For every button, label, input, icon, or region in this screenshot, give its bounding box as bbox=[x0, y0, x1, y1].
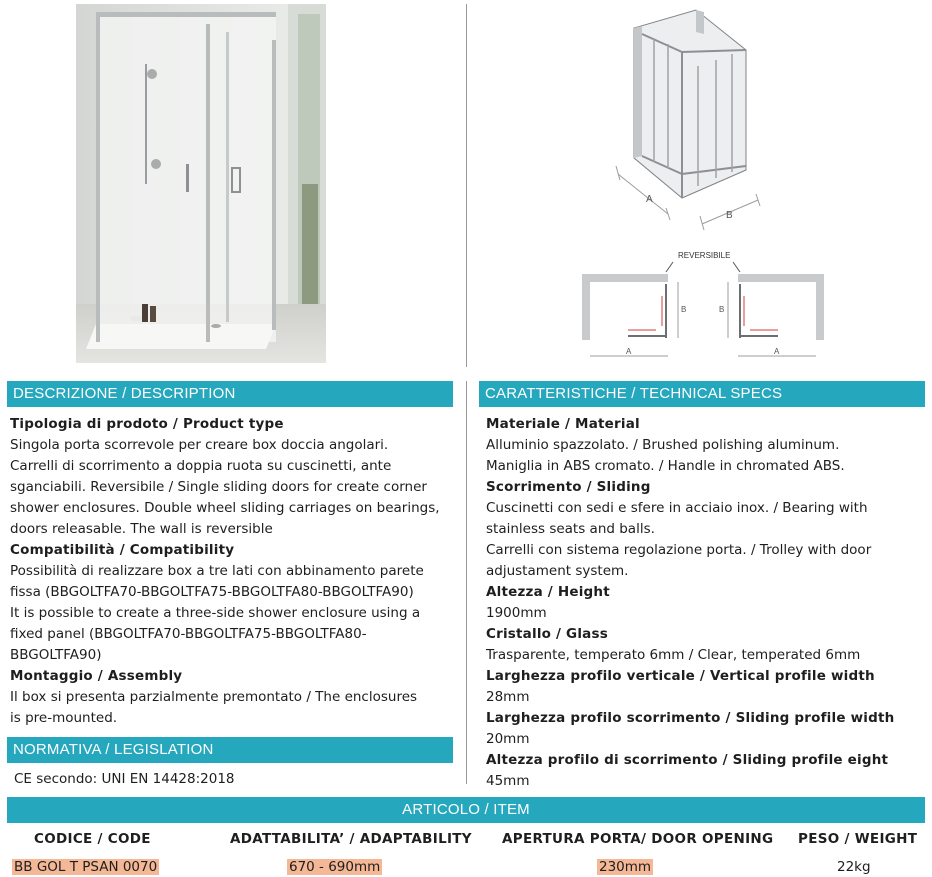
material-text-line: Maniglia in ABS cromato. / Handle in chromated ABS. bbox=[486, 458, 845, 474]
specs-header: CARATTERISTICHE / TECHNICAL SPECS bbox=[479, 381, 925, 407]
assembly-text-line: is pre-mounted. bbox=[10, 710, 118, 726]
item-adaptability-cell bbox=[287, 857, 382, 877]
legislation-header: NORMATIVA / LEGISLATION bbox=[7, 737, 453, 763]
sliding-profile-heading: Larghezza profilo scorrimento / Sliding profile width bbox=[486, 710, 895, 726]
height-heading: Altezza / Height bbox=[486, 584, 610, 600]
compat-heading: Compatibilità / Compatibility bbox=[10, 542, 235, 558]
vertical-profile-heading: Larghezza profilo verticale / Vertical profile width bbox=[486, 668, 875, 684]
sliding-profile-value: 20mm bbox=[486, 731, 530, 747]
compat-text-line: fixed panel (BBGOLTFA70-BBGOLTFA75-BBGOLTFA80- bbox=[10, 626, 367, 642]
column-header-weight: PESO / WEIGHT bbox=[798, 831, 918, 847]
sliding-heading: Scorrimento / Sliding bbox=[486, 479, 651, 495]
sliding-text-line: Cuscinetti con sedi e sfere in acciaio inox. / Bearing with bbox=[486, 500, 868, 516]
type-heading: Tipologia di prodoto / Product type bbox=[10, 416, 284, 432]
item-code: BB GOL T PSAN 0070 bbox=[14, 859, 158, 875]
svg-text:B: B bbox=[726, 210, 733, 221]
top-divider bbox=[466, 4, 467, 367]
plan-diagram bbox=[578, 246, 828, 368]
compat-text-line: fissa (BBGOLTFA70-BBGOLTFA75-BBGOLTFA80-BBGOLTFA90) bbox=[10, 584, 414, 600]
glass-heading: Cristallo / Glass bbox=[486, 626, 608, 642]
isometric-diagram bbox=[606, 6, 768, 234]
vertical-profile-value: 28mm bbox=[486, 689, 530, 705]
type-text-line: Singola porta scorrevole per creare box doccia angolari. bbox=[10, 437, 389, 453]
svg-text:A: A bbox=[774, 347, 780, 356]
item-opening: 230mm bbox=[599, 859, 652, 875]
product-photo bbox=[76, 4, 326, 363]
svg-text:A: A bbox=[646, 194, 653, 205]
item-opening-cell bbox=[597, 857, 653, 877]
sliding-profile-height-heading: Altezza profilo di scorrimento / Sliding profile eight bbox=[486, 752, 889, 768]
compat-text-line: BBGOLTFA90) bbox=[10, 647, 102, 663]
assembly-heading: Montaggio / Assembly bbox=[10, 668, 183, 684]
svg-text:A: A bbox=[626, 347, 632, 356]
height-value: 1900mm bbox=[486, 605, 547, 621]
column-header-adaptability: ADATTABILITA’ / ADAPTABILITY bbox=[230, 831, 472, 847]
item-weight: 22kg bbox=[837, 859, 871, 875]
column-header-code: CODICE / CODE bbox=[34, 831, 151, 847]
item-header: ARTICOLO / ITEM bbox=[7, 797, 925, 823]
type-text-line: doors releasable. The wall is reversible bbox=[10, 521, 273, 537]
sliding-profile-height-value: 45mm bbox=[486, 773, 530, 789]
type-text-line: sganciabili. Reversibile / Single sliding doors for create corner bbox=[10, 479, 427, 495]
sliding-text-line: adjustament system. bbox=[486, 563, 629, 579]
sliding-text-line: stainless seats and balls. bbox=[486, 521, 655, 537]
sliding-text-line: Carrelli con sistema regolazione porta. / Trolley with door bbox=[486, 542, 872, 558]
glass-text: Trasparente, temperato 6mm / Clear, temperated 6mm bbox=[486, 647, 861, 663]
legislation-text: CE secondo: UNI EN 14428:2018 bbox=[14, 771, 235, 787]
compat-text-line: Possibilità di realizzare box a tre lati con abbinamento parete bbox=[10, 563, 424, 579]
svg-text:B: B bbox=[681, 305, 687, 314]
specs-body bbox=[486, 414, 926, 792]
column-header-opening: APERTURA PORTA/ DOOR OPENING bbox=[502, 831, 774, 847]
item-adaptability: 670 - 690mm bbox=[289, 859, 381, 875]
svg-text:B: B bbox=[719, 305, 725, 314]
assembly-text-line: Il box si presenta parzialmente premontato / The enclosures bbox=[10, 689, 418, 705]
reversible-label: REVERSIBILE bbox=[678, 251, 731, 260]
description-body bbox=[10, 414, 462, 729]
type-text-line: shower enclosures. Double wheel sliding carriages on bearings, bbox=[10, 500, 440, 516]
material-text-line: Alluminio spazzolato. / Brushed polishing aluminum. bbox=[486, 437, 840, 453]
compat-text-line: It is possible to create a three-side shower enclosure using a bbox=[10, 605, 421, 621]
type-text-line: Carrelli di scorrimento a doppia ruota su cuscinetti, ante bbox=[10, 458, 392, 474]
description-header: DESCRIZIONE / DESCRIPTION bbox=[7, 381, 453, 407]
item-code-cell bbox=[12, 857, 159, 877]
material-heading: Materiale / Material bbox=[486, 416, 640, 432]
middle-divider bbox=[466, 381, 467, 784]
